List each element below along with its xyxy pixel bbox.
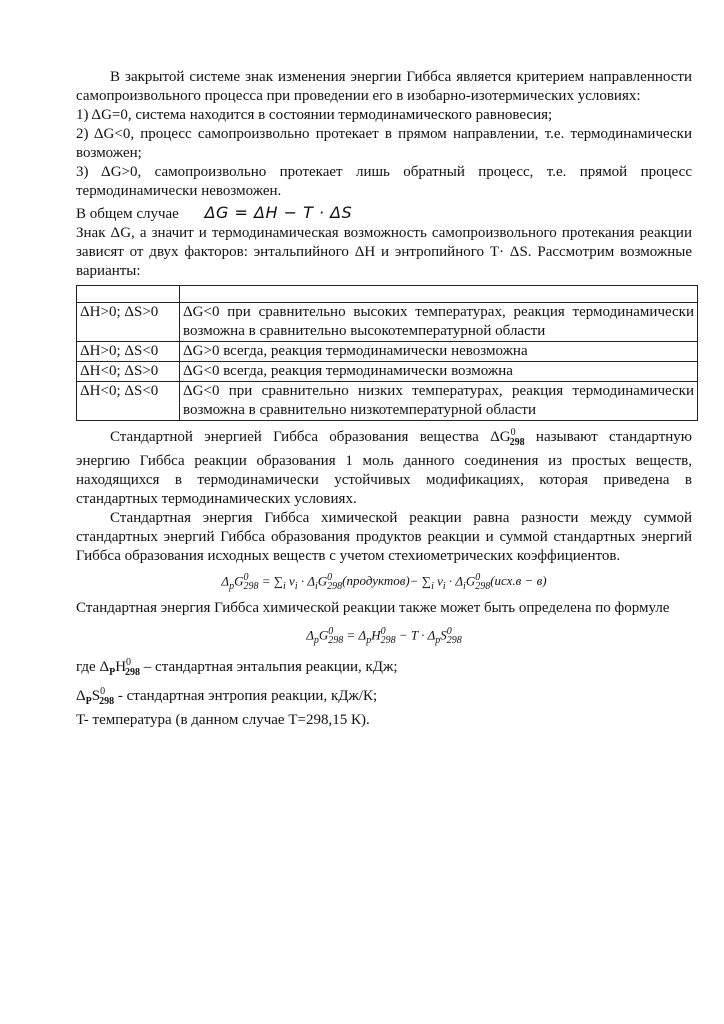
alternative-formula-paragraph: Стандартная энергия Гиббса химической реакции также может быть определена по формуле: [76, 599, 670, 616]
definition-entropy: $\Delta_PS^0_{298}$ - стандартная энтропия реакции, кДж/К;: [76, 685, 378, 707]
definition-temperature: T- температура (в данном случае T=298,15 К).: [76, 711, 370, 728]
reactants-label: (исх.в − в): [490, 573, 547, 589]
table-cell-condition: ΔH>0; ΔS<0: [77, 342, 180, 362]
enthalpy-entropy-equation: $\Delta_pG^0_{298} = \Delta_pH^0_{298} - T \cdot \Delta_pS^0_{298}$: [306, 625, 462, 646]
table-row: [77, 362, 698, 382]
table-cell-description: ΔG>0 всегда, реакция термодинамически невозможна: [180, 342, 698, 362]
table-row: [77, 342, 698, 362]
condition-item-2: 2) ΔG<0, процесс самопроизвольно протекает в прямом направлении, т.е. термодинамически возможен;: [76, 126, 692, 161]
intro-paragraph: В закрытой системе знак изменения энергии Гиббса является критерием направленности самопроизвольного процесса при проведении его в изобарно-изотермических условиях:: [76, 69, 692, 104]
definition-enthalpy: где $\Delta_PH^0_{298}$ – стандартная энтальпия реакции, кДж;: [76, 656, 398, 678]
table-cell-description: ΔG<0 при сравнительно низких температурах, реакция термодинамически возможна в сравнительно низкотемпературной области: [180, 382, 698, 421]
products-label: (продуктов): [342, 573, 410, 589]
gibbs-equation: ΔG = ΔH − T · ΔS: [204, 203, 353, 222]
sign-paragraph: Знак ΔG, а значит и термодинамическая возможность самопроизвольного протекания реакции зависят от двух факторов: энтальпийного ΔH и энтропийного T· ΔS. Рассмотрим возможные варианты:: [76, 225, 692, 279]
reaction-gibbs-paragraph: Стандартная энергия Гиббса химической реакции равна разности между суммой стандартных энергий Гиббса образования продуктов реакции и суммой стандартных энергий Гиббса образования исходных веществ с учетом стехиометрических коэффициентов.: [76, 510, 692, 564]
standard-gibbs-definition: Стандартной энергией Гиббса образования вещества $\Delta G^0_{298}$ называют стандартную энергию Гиббса реакции образования 1 моль данного соединения из простых веществ, находящихся в термодинамически устойчивых модификациях, которая приведена в стандартных термодинамических условиях.: [76, 427, 692, 507]
table-cell-description: ΔG<0 при сравнительно высоких температурах, реакция термодинамически возможна в сравнительно высокотемпературной области: [180, 303, 698, 342]
table-row: [77, 303, 698, 342]
condition-item-1: 1) ΔG=0, система находится в состоянии термодинамического равновесия;: [76, 107, 553, 123]
table-cell-condition: ΔH<0; ΔS<0: [77, 382, 180, 421]
table-cell-condition: ΔH<0; ΔS>0: [77, 362, 180, 382]
table-header-row: [77, 286, 698, 303]
condition-item-3: 3) ΔG>0, самопроизвольно протекает лишь обратный процесс, т.е. прямой процесс термодинамически невозможен.: [76, 164, 692, 199]
table-row: [77, 382, 698, 421]
variants-table: [76, 285, 698, 421]
table-cell-condition: ΔH>0; ΔS>0: [77, 303, 180, 342]
reaction-gibbs-equation: $\Delta_pG^0_{298} = \sum_i$ $\nu_i$ · $\Delta_iG^0_{298}(продуктов)- \sum_i$ $\nu_i \cdot \Delta_iG^0_{298}(исх.в - в)$: [221, 572, 547, 592]
general-case-label: В общем случае: [76, 206, 179, 222]
table-cell-description: ΔG<0 всегда, реакция термодинамически возможна: [180, 362, 698, 382]
document-page: [76, 68, 692, 730]
general-case-line: [76, 203, 692, 224]
